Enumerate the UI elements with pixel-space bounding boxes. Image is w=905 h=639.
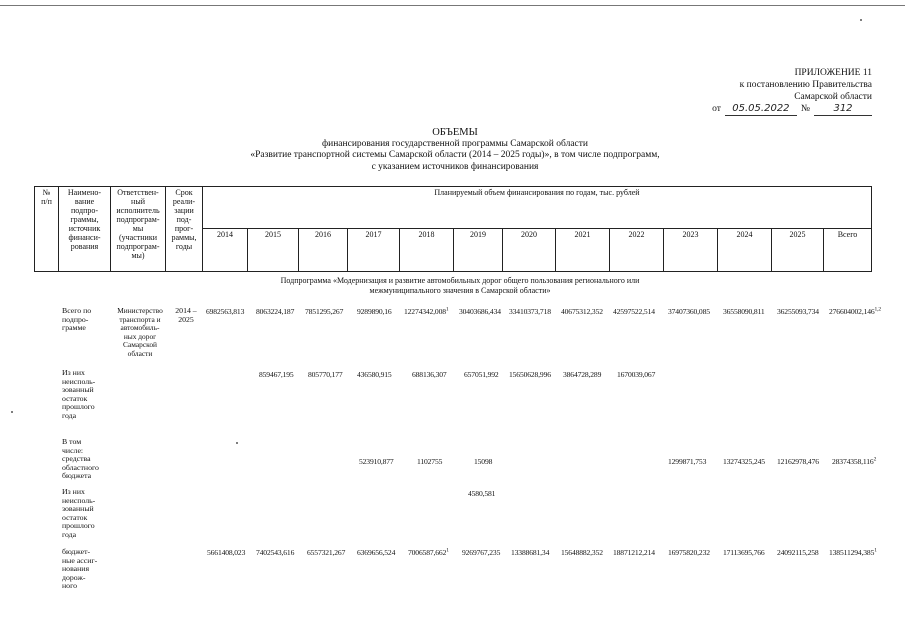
subprogram-line2: межмуниципального значения в Самарской области» — [369, 285, 551, 295]
appendix-title: ПРИЛОЖЕНИЕ 11 — [794, 68, 872, 78]
value-unused-2015: 859467,195 — [259, 370, 294, 379]
from-prefix: от — [712, 104, 721, 114]
value-budget-2014: 5661408,023 — [207, 548, 246, 557]
value-total-2019: 30403686,434 — [459, 307, 501, 316]
value-unused-2016: 805770,177 — [308, 370, 343, 379]
handwritten-date: 05.05.2022 — [725, 103, 797, 116]
value-budget-2021: 15648882,352 — [561, 548, 603, 557]
row-unused-label: Из них неисполь- зованный остаток прошлого года — [62, 368, 96, 420]
header-year: 2021 — [556, 229, 610, 272]
value-total-2021: 40675312,352 — [561, 307, 603, 316]
number-prefix: № — [800, 104, 810, 114]
row-unused2-label: Из них неисполь- зованный остаток прошлого года — [62, 487, 96, 539]
value-total-sum: 276604002,146$^{1,2}$ — [829, 306, 881, 316]
value-total-2017: 9289890,16 — [357, 307, 392, 316]
row-budget-label: бюджет- ные ассиг- нования дорож- ного — [62, 547, 98, 591]
row-total-responsible: Министерство транспорта и автомобиль- ных дорог Самарской области — [117, 306, 163, 358]
scan-speck — [236, 442, 238, 444]
header-year: 2023 — [664, 229, 718, 272]
value-total-2025: 36255093,734 — [777, 307, 819, 316]
value-regional-2018: 1102755 — [417, 457, 443, 466]
scan-speck — [11, 411, 13, 413]
header-year: 2015 — [248, 229, 299, 272]
appendix-block — [700, 67, 872, 116]
subprogram-line1: Подпрограмма «Модернизация и развитие автомобильных дорог общего пользования регионального или — [280, 276, 640, 285]
value-regional-2024: 13274325,245 — [723, 457, 765, 466]
row-total-label: Всего по подпро- грамме — [62, 306, 92, 333]
value-budget-2018: 7006587,662$^1$ — [408, 547, 449, 557]
header-col-name: Наимено- вание подпро- граммы, источник финанси- рования — [59, 187, 111, 272]
value-total-2016: 7851295,267 — [305, 307, 344, 316]
header-year: 2025 — [772, 229, 824, 272]
header-year: 2014 — [203, 229, 248, 272]
value-budget-2024: 17113695,766 — [723, 548, 765, 557]
value-budget-2022: 18871212,214 — [613, 548, 655, 557]
subprogram-title — [205, 276, 715, 295]
header-year: 2020 — [503, 229, 556, 272]
value-regional-2023: 1299871,753 — [668, 457, 707, 466]
header-year: 2017 — [348, 229, 400, 272]
value-total-2018: 12274342,008$^1$ — [404, 306, 449, 316]
value-budget-2015: 7402543,616 — [256, 548, 295, 557]
value-unused2-2019: 4580,581 — [468, 489, 496, 498]
value-budget-2023: 16975820,232 — [668, 548, 710, 557]
value-regional-2025: 12162978,476 — [777, 457, 819, 466]
appendix-signature-line — [700, 103, 872, 116]
value-unused-2017: 436580,915 — [357, 370, 392, 379]
title-line1: финансирования государственной программы Самарской области — [321, 138, 588, 149]
value-total-2024: 36558090,811 — [723, 307, 765, 316]
header-year: 2016 — [299, 229, 348, 272]
value-regional-2017: 523910,877 — [359, 457, 394, 466]
value-unused-2022: 1670039,067 — [617, 370, 656, 379]
header-year: 2022 — [610, 229, 664, 272]
header-year: 2024 — [718, 229, 772, 272]
title-line2: «Развитие транспортной системы Самарской области (2014 – 2025 годы)», в том числе подпрограмм, — [250, 150, 660, 160]
value-regional-sum: 28374358,116$^2$ — [832, 456, 877, 466]
header-total: Всего — [824, 229, 872, 272]
value-unused-2021: 3864728,289 — [563, 370, 602, 379]
value-budget-2025: 24092115,258 — [777, 548, 819, 557]
title-main: ОБЪЕМЫ — [432, 127, 478, 138]
value-budget-2019: 9269767,235 — [462, 548, 501, 557]
value-total-2020: 33410373,718 — [509, 307, 551, 316]
header-col-responsible: Ответствен- ный исполнитель подпрограм- мы (участники подпрограм- мы) — [111, 187, 166, 272]
row-total-term: 2014 – 2025 — [175, 306, 197, 324]
header-year: 2018 — [400, 229, 454, 272]
scan-speck — [860, 19, 862, 21]
value-total-2022: 42597522,514 — [613, 307, 655, 316]
handwritten-number: 312 — [814, 103, 872, 116]
value-regional-2019: 15098 — [474, 457, 493, 466]
header-col-number: № п/п — [35, 187, 59, 272]
header-col-term: Срок реали- зации под- прог- раммы, годы — [166, 187, 203, 272]
value-total-2023: 37407360,085 — [668, 307, 710, 316]
value-total-2014: 6982563,813 — [206, 307, 245, 316]
value-budget-sum: 138511294,385$^1$ — [829, 547, 877, 557]
financing-table-header — [34, 186, 872, 272]
row-regional-label: В том числе: средства областного бюджета — [62, 437, 99, 481]
value-budget-2017: 6369656,524 — [357, 548, 396, 557]
value-total-2015: 8063224,187 — [256, 307, 295, 316]
header-year: 2019 — [454, 229, 503, 272]
appendix-line2: к постановлению Правительства — [739, 80, 872, 90]
appendix-line3: Самарской области — [794, 92, 872, 102]
document-title — [190, 127, 720, 173]
value-unused-2018: 688136,307 — [412, 370, 447, 379]
header-planned-volume: Планируемый объем финансирования по годам, тыс. рублей — [203, 187, 872, 229]
value-unused-2019: 657051,992 — [464, 370, 499, 379]
value-budget-2016: 6557321,267 — [307, 548, 346, 557]
value-unused-2020: 15650628,996 — [509, 370, 551, 379]
top-edge-line — [0, 5, 905, 6]
title-line3: с указанием источников финансирования — [371, 161, 539, 172]
value-budget-2020: 13388681,34 — [511, 548, 550, 557]
